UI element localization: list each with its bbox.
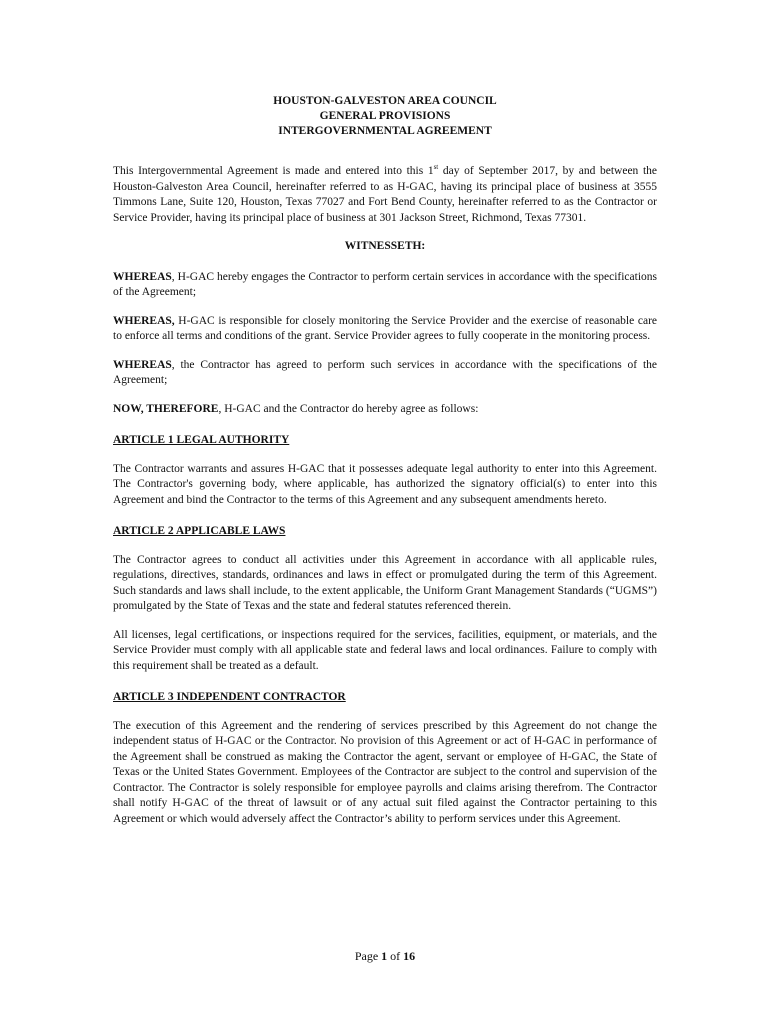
whereas-text-3: , the Contractor has agreed to perform such services in accordance with the specifications of the Agreement;	[113, 358, 657, 386]
page-of-label: of	[387, 949, 404, 963]
intro-paragraph	[113, 164, 657, 226]
article-3-paragraph: The execution of this Agreement and the rendering of services prescribed by this Agreement do not change the independent status of H-GAC or the Contractor. No provision of this Agreement or act of H-GAC in performance of the Agreement shall be construed as making the Contractor the agent, servant or employee of H-GAC, the State of Texas or the United States Government. Employees of the Contractor are subject to the control and supervision of the Contractor. The Contractor is solely responsible for employee payrolls and claims arising therefrom. The Contractor shall notify H-GAC of the threat of lawsuit or of any actual suit filed against the Contractor pertaining to this Agreement or which would adversely affect the Contractor’s ability to perform services under this Agreement.	[113, 719, 657, 825]
page-footer	[0, 949, 770, 964]
whereas-paragraph-3	[113, 358, 657, 389]
now-therefore-lead: NOW, THEREFORE	[113, 402, 219, 415]
article-1-paragraph: The Contractor warrants and assures H-GAC that it possesses adequate legal authority to enter into this Agreement. The Contractor's governing body, where applicable, has authorized the signatory official(s) to enter into this Agreement and bind the Contractor to the terms of this Agreement and any subsequent amendments hereto.	[113, 462, 657, 506]
whereas-text-2: H-GAC is responsible for closely monitoring the Service Provider and the exercise of reasonable care to enforce all terms and conditions of the grant. Service Provider agrees to fully cooperate in the monitoring process.	[113, 314, 657, 342]
article-3-title: ARTICLE 3 INDEPENDENT CONTRACTOR	[113, 691, 346, 703]
article-1-title: ARTICLE 1 LEGAL AUTHORITY	[113, 434, 290, 446]
article-2-paragraph-1: The Contractor agrees to conduct all activities under this Agreement in accordance with all applicable rules, regulations, directives, standards, ordinances and laws in effect or promulgated during the term of this Agreement. Such standards and laws shall include, to the extent applicable, the Uniform Grant Management Standards (“UGMS”) promulgated by the State of Texas and the state and federal statutes referenced therein.	[113, 553, 657, 612]
whereas-paragraph-2	[113, 314, 657, 345]
whereas-lead-3: WHEREAS	[113, 358, 172, 371]
whereas-paragraph-1	[113, 270, 657, 301]
whereas-text-1: , H-GAC hereby engages the Contractor to perform certain services in accordance with the specifications of the Agreement;	[113, 270, 657, 298]
heading-line-provisions: GENERAL PROVISIONS	[319, 110, 451, 122]
document-heading	[0, 94, 770, 139]
now-therefore-paragraph	[113, 402, 657, 418]
page-number: 1	[381, 949, 388, 963]
document-body	[113, 164, 657, 840]
whereas-lead-1: WHEREAS	[113, 270, 172, 283]
intro-ordinal-suffix: st	[433, 163, 439, 172]
article-2-title: ARTICLE 2 APPLICABLE LAWS	[113, 525, 286, 537]
now-therefore-text: , H-GAC and the Contractor do hereby agree as follows:	[218, 402, 479, 415]
article-2-paragraph-2: All licenses, legal certifications, or inspections required for the services, facilities, equipment, or materials, and the Service Provider must comply with all applicable state and federal laws and local ordinances. Failure to comply with this requirement shall be treated as a default.	[113, 628, 657, 672]
intro-text-start: This Intergovernmental Agreement is made and entered into this 1	[113, 165, 434, 177]
page-label: Page	[354, 949, 382, 963]
intro-text-end: day of September 2017, by and between the Houston-Galveston Area Council, hereinafter referred to as H-GAC, having its principal place of business at 3555 Timmons Lane, Suite 120, Houston, Texas 77027 and Fort Bend County, hereinafter referred to as the Contractor or Service Provider, having its principal place of business at 301 Jackson Street, Richmond, Texas 77301.	[113, 165, 657, 224]
heading-line-organization: HOUSTON-GALVESTON AREA COUNCIL	[273, 95, 497, 107]
page-total: 16	[403, 949, 416, 963]
witnesseth-heading: WITNESSETH:	[344, 240, 426, 252]
whereas-lead-2: WHEREAS,	[113, 314, 175, 327]
heading-line-agreement: INTERGOVERNMENTAL AGREEMENT	[278, 125, 492, 137]
